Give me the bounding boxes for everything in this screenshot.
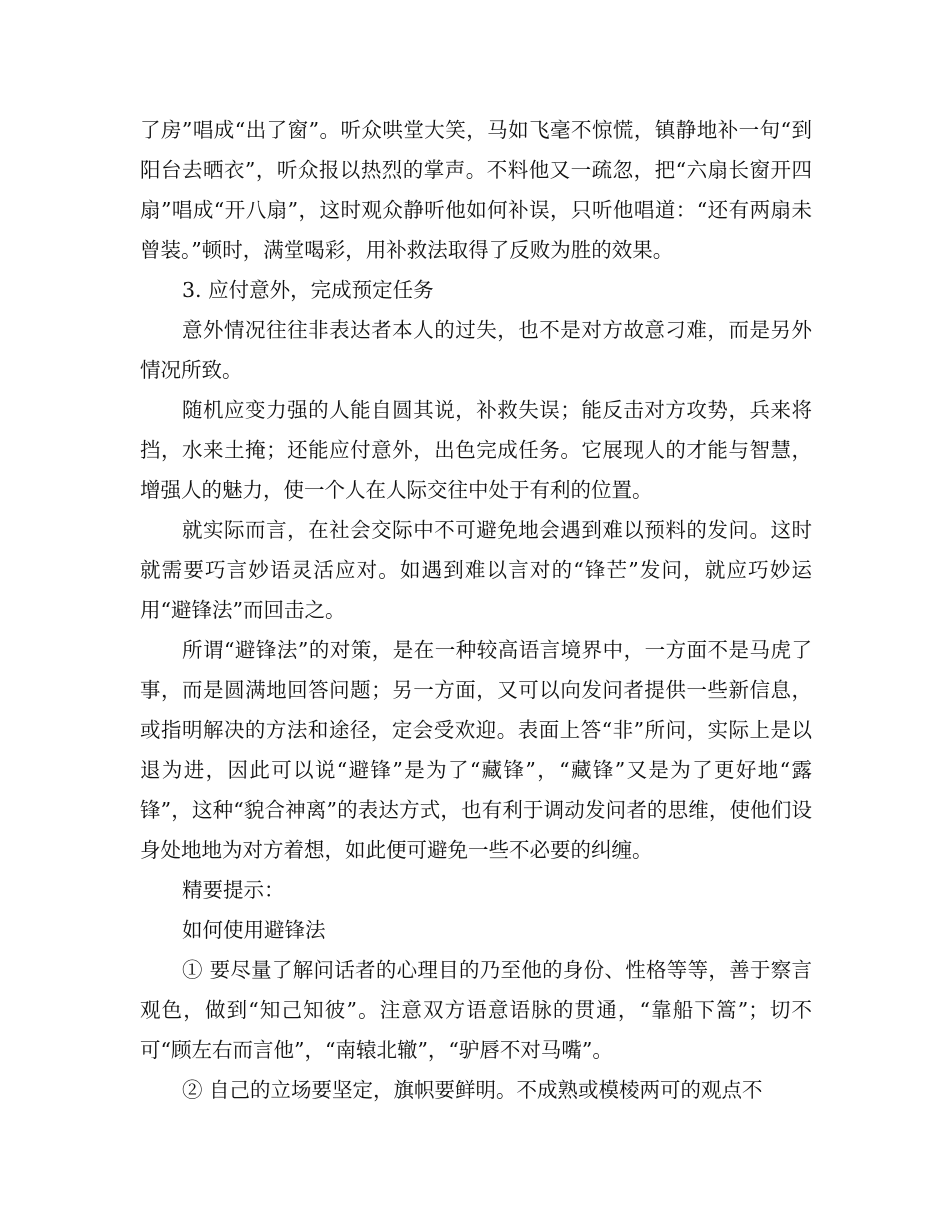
body-text [140,110,812,1110]
tip-subheading: 如何使用避锋法 [182,918,326,942]
paragraph: 就实际而言，在社会交际中不可避免地会遇到难以预料的发问。这时就需要巧言妙语灵活应对。如遇到难以言对的“锋芒”发问，就应巧妙运用“避锋法”而回击之。 [140,518,812,622]
paragraph: 所谓“避锋法”的对策，是在一种较高语言境界中，一方面不是马虎了事，而是圆满地回答问题；另一方面，又可以向发问者提供一些新信息，或指明解决的方法和途径，定会受欢迎。表面上答“非”所问，实际上是以退为进，因此可以说“避锋”是为了“藏锋”，“藏锋”又是为了更好地“露锋”，这种“貌合神离”的表达方式，也有利于调动发问者的思维，使他们设身处地地为对方着想，如此便可避免一些不必要的纠缠。 [140,638,812,862]
section-heading: 3. 应付意外，完成预定任务 [182,278,434,302]
paragraph-continuation: 了房”唱成“出了窗”。听众哄堂大笑，马如飞毫不惊慌，镇静地补一句“到阳台去晒衣”，听众报以热烈的掌声。不料他又一疏忽，把“六扇长窗开四扇”唱成“开八扇”，这时观众静听他如何补误，只听他唱道：“还有两扇未曾装。”顿时，满堂喝彩，用补救法取得了反败为胜的效果。 [140,118,812,262]
tip-item: ② 自己的立场要坚定，旗帜要鲜明。不成熟或模棱两可的观点不 [182,1078,763,1102]
tip-heading: 精要提示： [182,878,285,902]
paragraph: 意外情况往往非表达者本人的过失，也不是对方故意刁难，而是另外情况所致。 [140,318,812,382]
paragraph: 随机应变力强的人能自圆其说，补救失误；能反击对方攻势，兵来将挡，水来土掩；还能应付意外，出色完成任务。它展现人的才能与智慧，增强人的魅力，使一个人在人际交往中处于有利的位置。 [140,398,812,502]
tip-item: ① 要尽量了解问话者的心理目的乃至他的身份、性格等等，善于察言观色，做到“知己知彼”。注意双方语意语脉的贯通，“靠船下篙”；切不可“顾左右而言他”，“南辕北辙”，“驴唇不对马嘴”。 [140,958,812,1062]
